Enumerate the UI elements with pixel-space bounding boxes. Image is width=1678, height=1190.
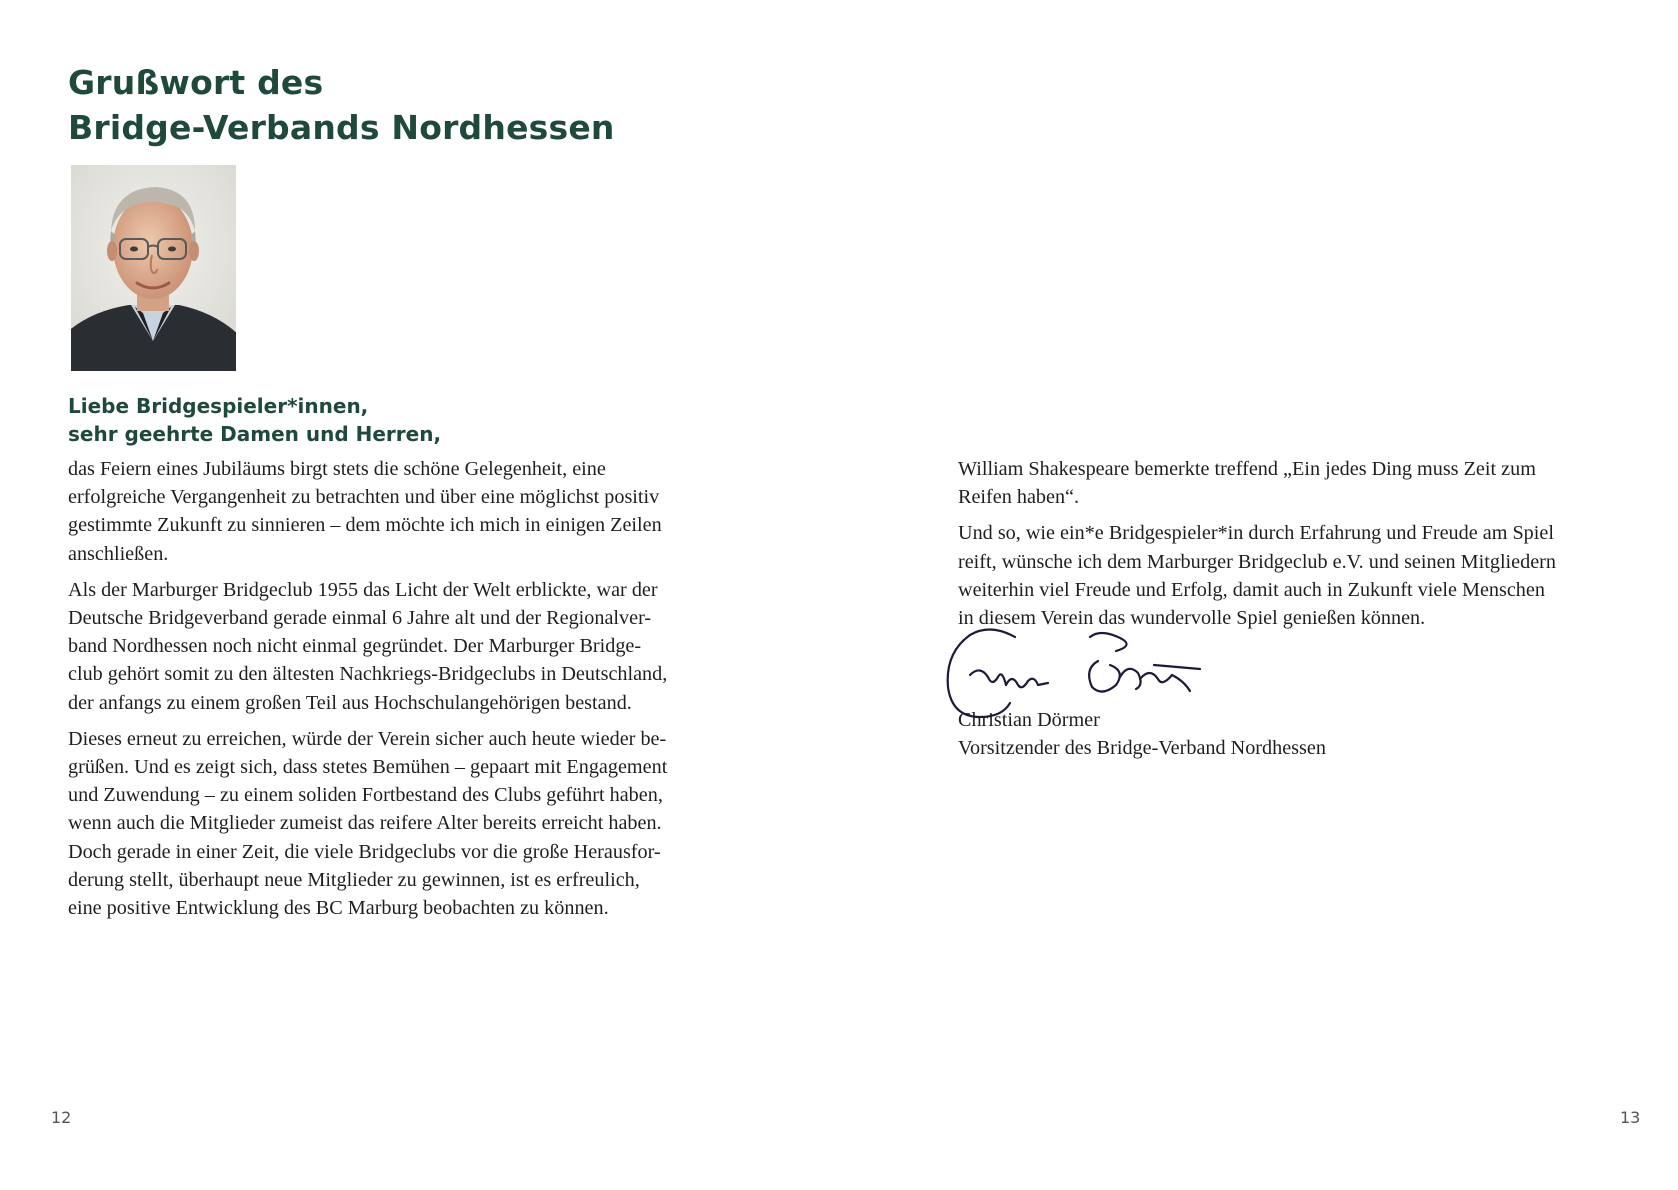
page-number-left: 12 — [51, 1108, 72, 1127]
signer-block — [958, 706, 1326, 762]
text-line: wenn auch die Mitglieder zumeist das reifere Alter bereits erreicht haben. — [68, 812, 662, 835]
paragraph — [68, 725, 748, 922]
text-line: club gehört somit zu den ältesten Nachkriegs-Bridgeclubs in Deutschland, — [68, 663, 668, 686]
right-body-text — [958, 455, 1638, 640]
text-line: anschließen. — [68, 542, 169, 565]
text-line: gestimmte Zukunft zu sinnieren – dem möchte ich mich in einigen Zeilen — [68, 514, 662, 537]
text-line: Deutsche Bridgeverband gerade einmal 6 Jahre alt und der Regionalver- — [68, 607, 652, 630]
text-line: der anfangs zu einem großen Teil aus Hochschulangehörigen bestand. — [68, 691, 632, 714]
paragraph — [68, 576, 748, 717]
salutation — [68, 392, 441, 448]
paragraph — [958, 519, 1638, 632]
salutation-line: sehr geehrte Damen und Herren, — [68, 422, 442, 446]
text-line: das Feiern eines Jubiläums birgt stets die schöne Gelegenheit, eine — [68, 458, 606, 480]
text-line: grüßen. Und es zeigt sich, dass stetes Bemühen – gepaart mit Engagement — [68, 756, 668, 779]
text-line: Dieses erneut zu erreichen, würde der Verein sicher auch heute wieder be- — [68, 727, 667, 750]
text-line: erfolgreiche Vergangenheit zu betrachten und über eine möglichst positiv — [68, 486, 660, 509]
page-title — [68, 60, 615, 150]
signer-name: Christian Dörmer — [958, 709, 1100, 731]
text-line: weiterhin viel Freude und Erfolg, damit auch in Zukunft viele Menschen — [958, 578, 1545, 601]
text-line: eine positive Entwicklung des BC Marburg beobachten zu können. — [68, 897, 609, 920]
title-line: Grußwort des — [68, 63, 324, 102]
signer-role: Vorsitzender des Bridge-Verband Nordhessen — [958, 737, 1326, 760]
text-line: Als der Marburger Bridgeclub 1955 das Licht der Welt erblickte, war der — [68, 578, 658, 601]
salutation-line: Liebe Bridgespieler*innen, — [68, 394, 369, 418]
paragraph — [958, 455, 1638, 511]
text-line: und Zuwendung – zu einem soliden Fortbestand des Clubs geführt haben, — [68, 784, 663, 807]
text-line: derung stellt, überhaupt neue Mitglieder zu gewinnen, ist es erfreulich, — [68, 868, 640, 891]
text-line: William Shakespeare bemerkte treffend „Ein jedes Ding muss Zeit zum — [958, 458, 1536, 480]
text-line: band Nordhessen noch nicht einmal gegründet. Der Marburger Bridge- — [68, 635, 642, 658]
left-body-text — [68, 455, 748, 930]
text-line: Reifen haben“. — [958, 486, 1080, 509]
portrait-photo — [71, 165, 236, 371]
page-number-right: 13 — [1620, 1108, 1641, 1127]
paragraph — [68, 455, 748, 568]
portrait-illustration — [71, 165, 236, 371]
text-line: Und so, wie ein*e Bridgespieler*in durch Erfahrung und Freude am Spiel — [958, 522, 1554, 545]
text-line: reift, wünsche ich dem Marburger Bridgeclub e.V. und seinen Mitgliedern — [958, 550, 1556, 573]
title-line: Bridge-Verbands Nordhessen — [68, 108, 615, 147]
text-line: Doch gerade in einer Zeit, die viele Bridgeclubs vor die große Herausfor- — [68, 840, 661, 863]
text-line: in diesem Verein das wundervolle Spiel genießen können. — [958, 607, 1426, 630]
